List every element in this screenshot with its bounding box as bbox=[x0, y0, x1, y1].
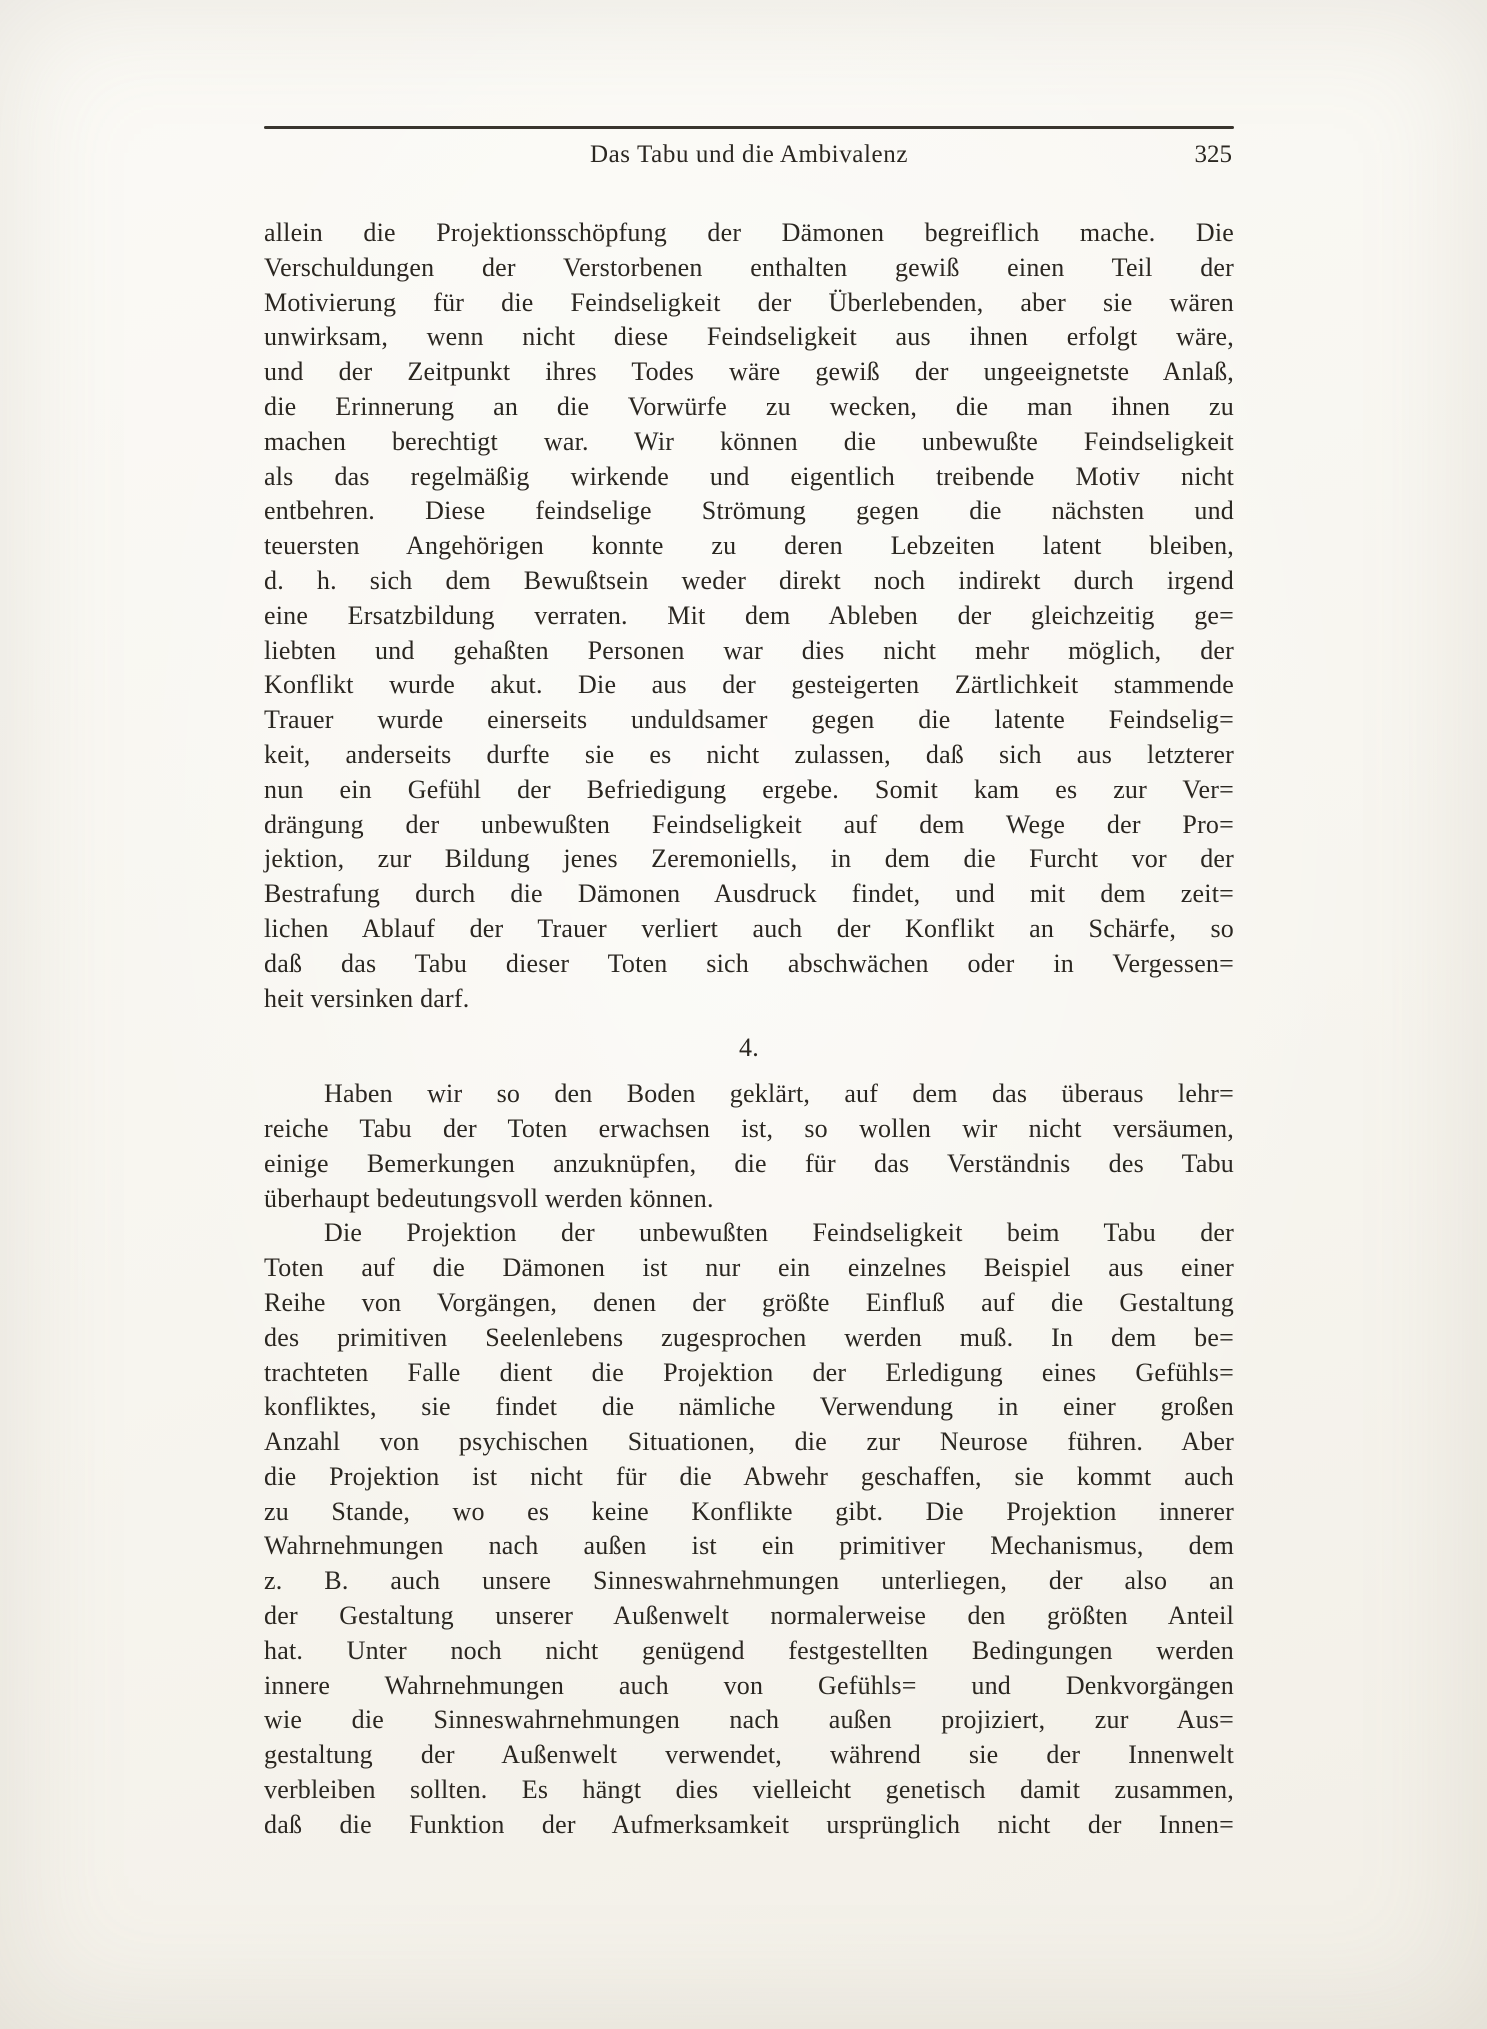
text-line: liebten und gehaßten Personen war dies nicht mehr möglich, der bbox=[264, 635, 1234, 665]
text-line: drängung der unbewußten Feindseligkeit auf dem Wege der Pro= bbox=[264, 809, 1234, 839]
text-line: als das regelmäßig wirkende und eigentlich treibende Motiv nicht bbox=[264, 461, 1234, 491]
text-line: Konflikt wurde akut. Die aus der gesteigerten Zärtlichkeit stammende bbox=[264, 670, 1234, 700]
text-line: einige Bemerkungen anzuknüpfen, die für das Verständnis des Tabu bbox=[264, 1148, 1234, 1178]
text-line: die Projektion ist nicht für die Abwehr geschaffen, sie kommt auch bbox=[264, 1461, 1234, 1491]
text-line: d. h. sich dem Bewußtsein weder direkt noch indirekt durch irgend bbox=[264, 565, 1234, 595]
paragraph bbox=[264, 216, 1234, 1016]
text-line: Verschuldungen der Verstorbenen enthalten gewiß einen Teil der bbox=[264, 252, 1234, 282]
text-line: verbleiben sollten. Es hängt dies vielleicht genetisch damit zusammen, bbox=[264, 1775, 1234, 1805]
page-body bbox=[264, 216, 1234, 1843]
text-line: Die Projektion der unbewußten Feindseligkeit beim Tabu der bbox=[324, 1218, 1234, 1248]
text-line: innere Wahrnehmungen auch von Gefühls= und Denkvorgängen bbox=[264, 1670, 1234, 1700]
paragraph bbox=[264, 1216, 1234, 1842]
text-line: Haben wir so den Boden geklärt, auf dem das überaus lehr= bbox=[324, 1079, 1234, 1109]
running-head bbox=[264, 138, 1234, 172]
text-line: lichen Ablauf der Trauer verliert auch der Konflikt an Schärfe, so bbox=[264, 913, 1234, 943]
text-line: keit, anderseits durfte sie es nicht zulassen, daß sich aus letzterer bbox=[264, 739, 1234, 769]
text-line: wie die Sinneswahrnehmungen nach außen projiziert, zur Aus= bbox=[264, 1705, 1234, 1735]
text-line: daß das Tabu dieser Toten sich abschwächen oder in Vergessen= bbox=[264, 948, 1234, 978]
text-line: Trauer wurde einerseits unduldsamer gegen die latente Feindselig= bbox=[264, 705, 1234, 735]
text-line: unwirksam, wenn nicht diese Feindseligkeit aus ihnen erfolgt wäre, bbox=[264, 322, 1234, 352]
text-line: teuersten Angehörigen konnte zu deren Lebzeiten latent bleiben, bbox=[264, 531, 1234, 561]
text-line: Motivierung für die Feindseligkeit der Überlebenden, aber sie wären bbox=[264, 287, 1234, 317]
text-line: reiche Tabu der Toten erwachsen ist, so wollen wir nicht versäumen, bbox=[264, 1113, 1234, 1143]
section-heading: 4. bbox=[739, 1033, 759, 1063]
text-line: entbehren. Diese feindselige Strömung gegen die nächsten und bbox=[264, 496, 1234, 526]
text-line: zu Stande, wo es keine Konflikte gibt. Die Projektion innerer bbox=[264, 1496, 1234, 1526]
text-line: heit versinken darf. bbox=[264, 983, 470, 1013]
paragraph bbox=[264, 1077, 1234, 1216]
text-line: konfliktes, sie findet die nämliche Verwendung in einer großen bbox=[264, 1392, 1234, 1422]
running-head-rule bbox=[264, 126, 1234, 129]
text-line: Anzahl von psychischen Situationen, die zur Neurose führen. Aber bbox=[264, 1427, 1234, 1457]
text-line: und der Zeitpunkt ihres Todes wäre gewiß der ungeeignetste Anlaß, bbox=[264, 357, 1234, 387]
text-line: trachteten Falle dient die Projektion der Erledigung eines Gefühls= bbox=[264, 1357, 1234, 1387]
text-line: Toten auf die Dämonen ist nur ein einzelnes Beispiel aus einer bbox=[264, 1253, 1234, 1283]
text-line: überhaupt bedeutungsvoll werden können. bbox=[264, 1183, 714, 1213]
text-line: allein die Projektionsschöpfung der Dämonen begreiflich mache. Die bbox=[264, 218, 1234, 247]
text-line: machen berechtigt war. Wir können die unbewußte Feindseligkeit bbox=[264, 426, 1234, 456]
text-line: nun ein Gefühl der Befriedigung ergebe. Somit kam es zur Ver= bbox=[264, 774, 1234, 804]
text-line: eine Ersatzbildung verraten. Mit dem Ableben der gleichzeitig ge= bbox=[264, 600, 1234, 630]
text-line: hat. Unter noch nicht genügend festgestellten Bedingungen werden bbox=[264, 1635, 1234, 1665]
text-line: der Gestaltung unserer Außenwelt normalerweise den größten Anteil bbox=[264, 1601, 1234, 1631]
text-line: Wahrnehmungen nach außen ist ein primitiver Mechanismus, dem bbox=[264, 1531, 1234, 1561]
page-number: 325 bbox=[1194, 141, 1232, 168]
text-line: des primitiven Seelenlebens zugesprochen werden muß. In dem be= bbox=[264, 1322, 1234, 1352]
text-line: gestaltung der Außenwelt verwendet, während sie der Innenwelt bbox=[264, 1740, 1234, 1770]
text-line: Reihe von Vorgängen, denen der größte Einfluß auf die Gestaltung bbox=[264, 1287, 1234, 1317]
page-content bbox=[264, 126, 1234, 1843]
text-line: die Erinnerung an die Vorwürfe zu wecken, die man ihnen zu bbox=[264, 391, 1234, 421]
text-line: Bestrafung durch die Dämonen Ausdruck findet, und mit dem zeit= bbox=[264, 879, 1234, 909]
text-line: z. B. auch unsere Sinneswahrnehmungen unterliegen, der also an bbox=[264, 1566, 1234, 1596]
running-head-title: Das Tabu und die Ambivalenz bbox=[589, 141, 909, 168]
text-line: jektion, zur Bildung jenes Zeremoniells, in dem die Furcht vor der bbox=[264, 844, 1234, 874]
text-line: daß die Funktion der Aufmerksamkeit ursprünglich nicht der Innen= bbox=[264, 1809, 1234, 1839]
